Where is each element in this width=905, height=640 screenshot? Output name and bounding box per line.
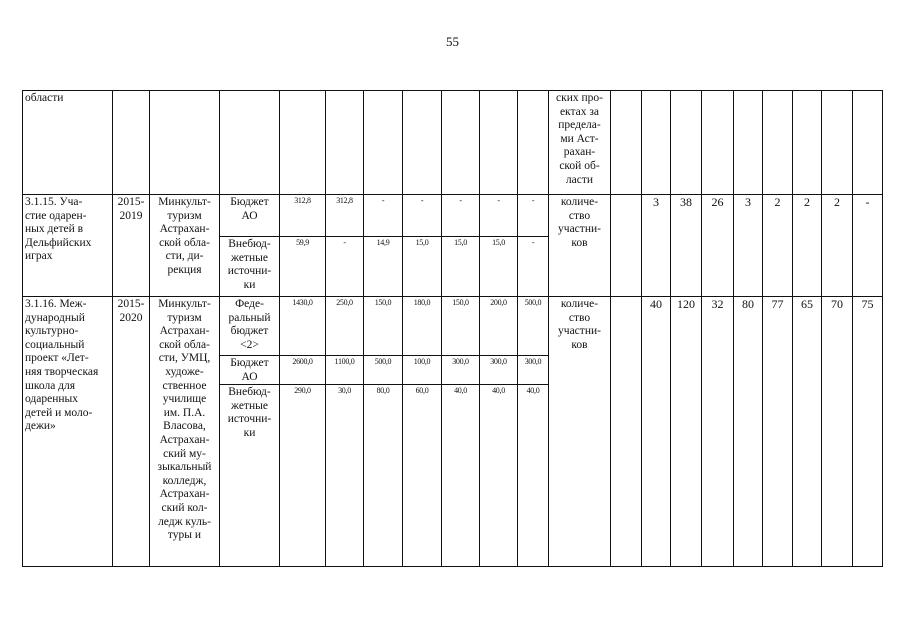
funding-amount: 150,0 — [452, 298, 469, 307]
page-number: 55 — [446, 34, 459, 49]
indicator-value: 26 — [711, 195, 724, 209]
indicator-value: 2 — [834, 195, 840, 209]
funding-amount: 40,0 — [526, 386, 540, 395]
continued-indicator-cell: ских про- ектах за предела- ми Аст- рахан- ской об- ласти — [556, 92, 603, 186]
funding-amount: - — [343, 238, 346, 247]
funding-amount: 500,0 — [374, 357, 392, 366]
executor-cell: Минкульт- туризм Астрахан- ской обла- сти, ди- рекция — [158, 196, 211, 276]
table-rule — [882, 90, 883, 567]
funding-source-label: Внебюд- жетные источни- ки — [227, 386, 272, 439]
funding-amount: 500,0 — [524, 298, 542, 307]
funding-amount: 15,0 — [415, 238, 429, 247]
funding-source-label: Бюджет АО — [230, 196, 269, 222]
period-cell: 2015- 2019 — [117, 196, 145, 222]
indicator-name: количе- ство участни- ков — [558, 298, 601, 351]
funding-amount: 250,0 — [336, 298, 353, 307]
funding-amount: 300,0 — [490, 357, 507, 366]
funding-amount: - — [531, 238, 535, 247]
funding-amount: 15,0 — [492, 238, 505, 247]
indicator-value: 65 — [801, 297, 813, 311]
funding-amount: 15,0 — [454, 238, 467, 247]
funding-amount: - — [459, 196, 462, 205]
funding-amount: 100,0 — [413, 357, 431, 366]
funding-amount: - — [420, 196, 424, 205]
funding-amount: 40,0 — [492, 386, 505, 395]
funding-amount: 2600,0 — [292, 357, 313, 366]
funding-amount: 180,0 — [413, 298, 431, 307]
table-rule — [22, 90, 883, 91]
funding-amount: 1430,0 — [292, 298, 313, 307]
measure-name: 3.1.16. Меж- дународный культурно- социальный проект «Лет- няя творческая школа для одаренных детей и моло- дежи» — [25, 298, 99, 433]
measure-name: 3.1.15. Уча- стие одарен- ных детей в Дельфийских играх — [25, 196, 92, 263]
funding-amount: 312,8 — [336, 196, 353, 205]
indicator-value: 3 — [653, 195, 659, 209]
funding-amount: 30,0 — [338, 386, 351, 395]
indicator-value: 40 — [650, 297, 662, 311]
funding-amount: - — [497, 196, 500, 205]
indicator-value: 70 — [831, 297, 843, 311]
indicator-value: 38 — [680, 195, 692, 209]
executor-cell: Минкульт- туризм Астрахан- ской обла- сти, УМЦ, художе- ственное училище им. П.А. Власова, Астрахан- ский му- зыкальный колледж, Астрахан- ский кол- ледж куль- туры и — [157, 298, 212, 542]
funding-amount: 1100,0 — [334, 357, 355, 366]
indicator-name: количе- ство участни- ков — [558, 196, 601, 249]
funding-source-label: Бюджет АО — [230, 357, 269, 383]
indicator-value: 2 — [804, 195, 810, 209]
indicator-value: 2 — [774, 195, 781, 209]
funding-amount: 290,0 — [294, 386, 311, 395]
funding-amount: 59,9 — [296, 238, 309, 247]
funding-amount: 60,0 — [415, 386, 429, 395]
period-cell: 2015- 2020 — [117, 298, 145, 324]
table-rule — [22, 566, 883, 567]
indicator-value: 32 — [711, 297, 724, 311]
funding-amount: 200,0 — [490, 298, 507, 307]
indicator-value: 75 — [861, 297, 874, 311]
indicator-value: 77 — [771, 297, 784, 311]
funding-source-label: Внебюд- жетные источни- ки — [227, 238, 272, 291]
funding-amount: - — [381, 196, 385, 205]
funding-amount: 312,8 — [294, 196, 311, 205]
funding-amount: 150,0 — [374, 298, 392, 307]
funding-amount: 80,0 — [376, 386, 390, 395]
indicator-value: 3 — [745, 195, 751, 209]
funding-amount: - — [531, 196, 535, 205]
indicator-value: 80 — [742, 297, 754, 311]
funding-amount: 300,0 — [452, 357, 469, 366]
funding-amount: 14,9 — [376, 238, 390, 247]
funding-source-label: Феде- ральный бюджет <2> — [228, 298, 271, 351]
indicator-value: 120 — [677, 297, 695, 311]
indicator-value: - — [865, 195, 870, 209]
funding-amount: 300,0 — [524, 357, 542, 366]
continued-name-cell: области — [25, 92, 64, 104]
funding-amount: 40,0 — [454, 386, 467, 395]
indicator-value — [611, 195, 641, 296]
table-rule — [610, 90, 611, 567]
